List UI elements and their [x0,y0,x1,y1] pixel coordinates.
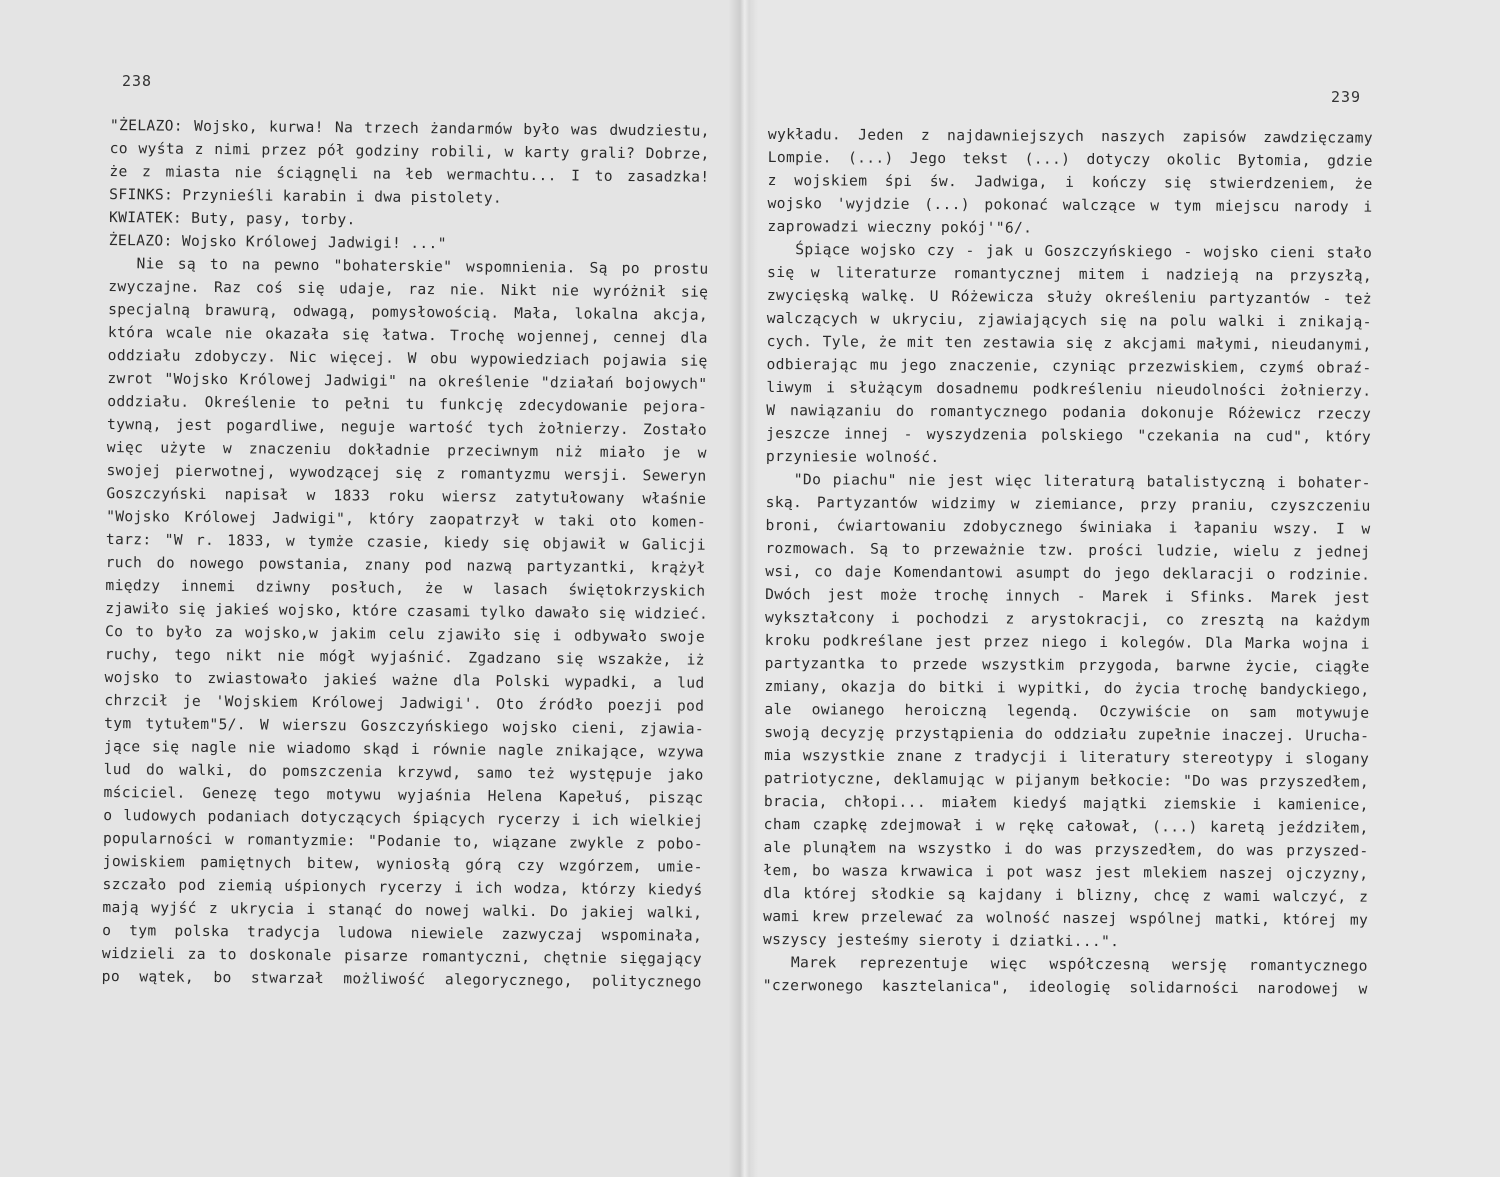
text-line: ruch do nowego powstania, znany pod nazwą partyzantki, krążył [105,553,706,577]
text-line: kroku podkreślane jest przez niego i kolegów. Dla Marka wojna i [764,631,1370,653]
text-line: tywną, jest pogardliwe, neguje wartość tych żołnierzy. Zostało [106,415,708,439]
text-line: ale owianego heroiczną legendą. Oczywiście on sam motywuje [764,700,1370,722]
text-line: jące się nagle nie wiadomo skąd i równie nagle znikające, wzywa [103,737,704,761]
text-line: wykładu. Jeden z najdawniejszych naszych zapisów zawdzięczamy [767,125,1373,147]
text-line: Goszczyński napisał w 1833 roku wiersz zatytułowany właśnie [106,484,707,508]
text-line: wojsko 'wyjdzie (...) pokonać walczące w tym miejscu narody i [767,194,1373,216]
text-line: KWIATEK: Buty, pasy, torby. [108,208,356,229]
text-line: zwrot "Wojsko Królowej Jadwigi" na określenie "działań bojowych" [107,369,708,393]
text-line: ale plunąłem na wszystko i do was przyszedłem, do was przyszed- [763,838,1369,860]
text-line: patriotyczne, deklamując w pijanym bełkocie: "Do was przyszedłem, [763,769,1370,791]
text-line: przyniesie wolność. [765,447,940,467]
text-line: liwym i służącym dosadnemu podkreśleniu nieudolności żołnierzy. [766,378,1372,400]
text-line: bracia, chłopi... miałem kiedyś majątki ziemskie i kamienice, [763,792,1369,814]
page-number-right: 239 [1331,88,1362,106]
text-line: o ludowych podaniach dotyczących śpiących rycerzy i ich wielkiej [103,806,704,830]
text-line: dla której słodkie są kajdany i blizny, chcę z wami walczyć, z [763,884,1369,906]
text-line: SFINKS: Przynieśli karabin i dwa pistolety. [109,185,503,207]
text-line: zwyczajne. Raz coś się udaje, raz nie. Nikt nie wyróżnił się [108,277,709,301]
text-line: po wątek, bo stwarzał możliwość alegorycznego, politycznego [101,967,702,991]
text-line: łem, bo wasza krwawica i pot wasz jest mlekiem naszej ojczyzny, [763,861,1369,883]
text-line: więc użyte w znaczeniu dokładnie przeciwnym niż miało je w [106,438,707,462]
text-line: wojsko to zwiastowało jakieś ważne dla Polski wypadki, a lud [104,668,705,692]
text-line: rozmowach. Są to przeważnie tzw. prości ludzie, wielu z jednej [765,539,1371,561]
text-line: się w literaturze romantycznej mitem i nadzieją na przyszłą, [767,263,1373,285]
text-line: wami krew przelewać za wolność naszej wspólnej matki, której my [763,907,1369,929]
page-number-left: 238 [122,72,153,90]
text-line: zjawiło się jakieś wojsko, które czasami tylko dawało się widzieć. [105,599,709,623]
text-line: cych. Tyle, że mit ten zestawia się z akcjami małymi, nieudanymi, [766,332,1372,354]
text-line: mściciel. Genezę tego motywu wyjaśnia Helena Kapełuś, pisząc [103,783,704,807]
text-line: specjalną brawurą, odwagą, pomysłowością. Mała, lokalna akcja, [108,300,709,324]
text-line: tym tytułem"5/. W wierszu Goszczyńskiego wojsko cieni, zjawia- [104,714,705,738]
text-line: "czerwonego kasztelanica", ideologię solidarności narodowej w [762,976,1368,998]
text-line: jeszcze innej - wyszydzenia polskiego "czekania na cud", który [766,424,1372,446]
text-line: walczących w ukryciu, zjawiających się na polu walki i znikają- [766,309,1372,331]
text-line: wykształcony i pochodzi z arystokracji, co zresztą na każdym [764,608,1371,630]
text-line: o tym polska tradycja ludowa niewiele zazwyczaj wspominała, [102,921,703,945]
text-line: wszyscy jesteśmy sieroty i dziatki...". [762,930,1120,951]
text-line: zaprowadzi wieczny pokój'"6/. [767,217,1033,237]
text-line: co wyśta z nimi przez pół godziny robili, w karty grali? Dobrze, [109,139,710,163]
text-line: mają wyjść z ukrycia i stanąć do nowej walki. Do jakiej walki, [102,898,703,922]
text-line: odbierając mu jego znaczenie, czyniąc przezwiskiem, czymś obraź- [766,355,1372,377]
text-line: W nawiązaniu do romantycznego podania dokonuje Różewicz rzeczy [766,401,1372,423]
text-line: broni, ćwiartowaniu zdobycznego świniaka i łapaniu wszy. I w [765,516,1371,538]
text-line: z wojskiem śpi św. Jadwiga, i kończy się stwierdzeniem, że [767,171,1373,193]
text-line: Śpiące wojsko czy - jak u Goszczyńskiego - wojsko cieni stało [795,241,1373,262]
text-line: Dwóch jest może trochę innych - Marek i Sfinks. Marek jest [765,585,1371,607]
text-line: między innemi dziwny posłuch, że w lasach świętokrzyskich [105,576,706,600]
text-line: zmiany, okazja do bitki i wypitki, do życia trochę bandyckiego, [764,677,1370,699]
text-line: Lompie. (...) Jego tekst (...) dotyczy okolic Bytomia, gdzie [767,148,1373,170]
text-line: że z miasta nie ściągnęli na łeb wermachtu... I to zasadzka! [109,162,710,186]
text-line: oddziału zdobyczy. Nic więcej. W obu wypowiedziach pojawia się [107,346,708,370]
text-line: chrzcił je 'Wojskiem Królowej Jadwigi'. Oto źródło poezji pod [104,691,705,715]
book-gutter [728,0,758,1177]
text-line: oddziału. Określenie to pełni tu funkcję zdecydowanie pejora- [107,392,708,416]
text-line: Nie są to na pewno "bohaterskie" wspomnienia. Są po prostu [136,255,709,278]
text-line: "Wojsko Królowej Jadwigi", który zaopatrzył w taki oto komen- [106,507,707,531]
text-line: "ŻELAZO: Wojsko, kurwa! Na trzech żandarmów było was dwudziestu, [109,116,710,140]
text-line: swojej pierwotnej, wywodzącej się z romantyzmu wersji. Seweryn [106,461,707,485]
text-line: lud do walki, do pomszczenia krzywd, samo też występuje jako [103,760,704,784]
text-line: partyzantka to przede wszystkim przygoda, barwne życie, ciągłe [764,654,1370,676]
text-line: widzieli za to doskonale pisarze romantyczni, chętnie sięgający [101,944,702,968]
text-line: jowiskiem pamiętnych bitew, wyniosłą górą czy wzgórzem, umie- [102,852,703,876]
text-line: wsi, co daje Komendantowi asumpt do jego deklaracji o rodzinie. [765,562,1371,584]
text-line: Co to było za wojsko,w jakim celu zjawiło się i odbywało swoje [104,622,706,646]
text-line: szczało pod ziemią uśpionych rycerzy i ich wodza, którzy kiedyś [102,875,703,899]
text-line: "Do piachu" nie jest więc literaturą batalistyczną i bohater- [793,471,1371,492]
text-line: cham czapkę zdejmował i w rękę całował, (...) karetą jeździłem, [763,815,1369,837]
text-line: Marek reprezentuje więc współczesną wersję romantycznego [790,954,1368,975]
text-line: ruchy, tego nikt nie mógł wyjaśnić. Zgadzano się wszakże, iż [104,645,705,669]
text-line: która wcale nie okazała się łatwa. Trochę wojennej, cennej dla [107,323,708,347]
text-line: mia wszystkie znane z tradycji i literatury stereotypy i slogany [764,746,1370,768]
text-line: popularności w romantyzmie: "Podanie to, wiązane zwykle z pobo- [102,829,704,853]
right-page [745,0,1500,1177]
text-line: swoją decyzję przystąpienia do oddziału zupełnie inaczej. Urucha- [764,723,1370,745]
right-page-text [763,123,1373,1001]
left-page-text [102,114,710,994]
text-line: ską. Partyzantów widzimy w ziemiance, przy praniu, czyszczeniu [765,493,1371,515]
text-line: tarz: "W r. 1833, w tymże czasie, kiedy się objawił w Galicji [105,530,706,554]
text-line: zwycięską walkę. U Różewicza służy określeniu partyzantów - też [766,286,1372,308]
left-page [0,0,745,1177]
text-line: ŻELAZO: Wojsko Królowej Jadwigi! ..." [108,231,447,253]
